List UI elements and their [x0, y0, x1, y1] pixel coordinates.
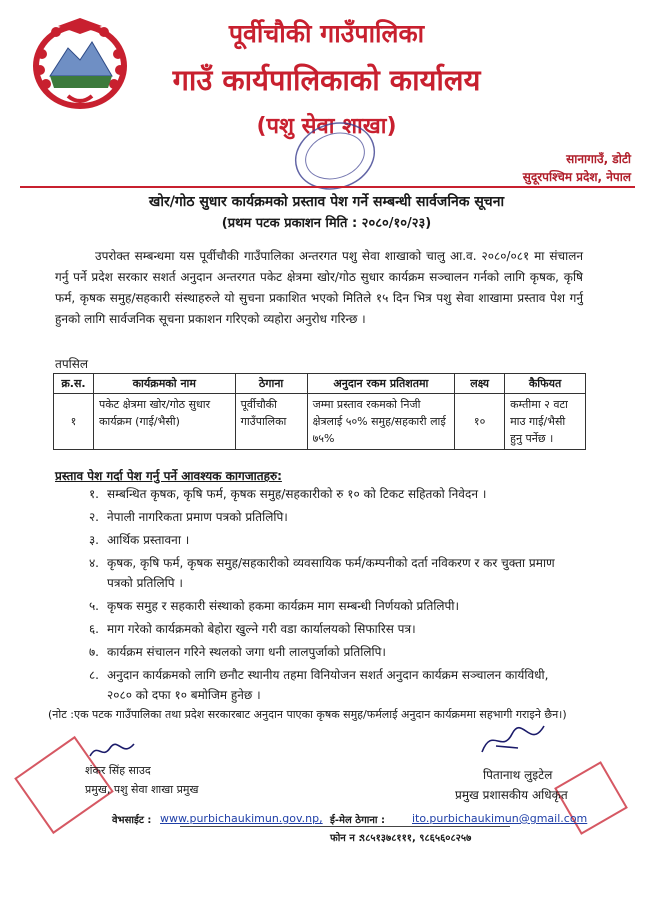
table-header: कैफियत	[505, 374, 586, 394]
list-item	[67, 619, 567, 639]
list-item	[67, 484, 567, 504]
table-header: लक्ष्य	[455, 374, 505, 394]
details-label: तपसिल	[55, 357, 89, 371]
list-item	[67, 553, 567, 593]
office-name: गाउँ कार्यपालिकाको कार्यालय	[172, 63, 481, 97]
list-item-text: कृषक, कृषि फर्म, कृषक समुह/सहकारीको व्यवसायिक फर्म/कम्पनीको दर्ता नविकरण र कर चुक्ता प्रमाण पत्रको प्रतिलिपि ।	[107, 556, 555, 590]
list-item-number: ८.	[88, 668, 99, 682]
list-item-text: आर्थिक प्रस्तावना ।	[107, 533, 190, 547]
table-cell: १	[54, 394, 94, 450]
list-item-number: ५.	[88, 599, 99, 613]
phone-number: ९८५१३७८१११, ९८६५६०८२५७	[360, 833, 472, 844]
phone-label: फोन न :	[330, 833, 363, 844]
footer-divider	[180, 826, 510, 827]
list-item-text: सम्बन्धित कृषक, कृषि फर्म, कृषक समुह/सहकारीको रु १० को टिकट सहितको निवेदन ।	[107, 487, 487, 501]
note-text: (नोट :एक पटक गाउँपालिका तथा प्रदेश सरकारबाट अनुदान पाएका कृषक समुह/फर्मलाई अनुदान कार्यक्रममा सहभागी गराइने छैन।)	[48, 708, 567, 721]
list-item-number: ४.	[88, 556, 99, 570]
table-cell: जम्मा प्रस्ताव रकमको निजी क्षेत्रलाई ५०% समुह/सहकारी लाई ७५%	[307, 394, 455, 450]
notice-body: उपरोक्त सम्बन्धमा यस पूर्वीचौकी गाउँपालिका अन्तरगत पशु सेवा शाखाको चालु आ.व. २०८०/०८१ मा संचालन गर्नु पर्ने प्रदेश सरकार सशर्त अनुदान अन्तरगत पकेट क्षेत्रमा खोर/गोठ सुधार कार्यक्रम सञ्चालन गर्नको लागि कृषक, कृषि फर्म, कृषक समुह/सहकारी संस्थाहरुले यो सुचना प्रकाशित भएको मितिले १५ दिन भित्र पशु सेवा शाखामा प्रस्ताव पेश गर्नु हुनको लागि सार्वजनिक सूचना प्रकाशन गरिएको व्यहोरा अनुरोध गरिन्छ ।	[55, 249, 583, 326]
address-line-2: सुदूरपश्चिम प्रदेश, नेपाल	[522, 170, 631, 184]
program-table	[53, 373, 586, 450]
list-item-text: कार्यक्रम संचालन गरिने स्थलको जगा धनी लालपुर्जाको प्रतिलिपि।	[107, 645, 386, 659]
list-item-number: २.	[88, 510, 99, 524]
table-header: कार्यक्रमको नाम	[93, 374, 235, 394]
list-item	[67, 507, 567, 527]
table-cell: पकेट क्षेत्रमा खोर/गोठ सुधार कार्यक्रम (गाई/भैसी)	[93, 394, 235, 450]
table-header-row	[54, 374, 586, 394]
signatory-right-name: पितानाथ लुइटेल	[483, 768, 553, 782]
org-name: पूर्वीचौकी गाउँपालिका	[228, 19, 425, 48]
list-item	[67, 642, 567, 662]
list-item	[67, 530, 567, 550]
list-item-text: अनुदान कार्यक्रमको लागि छनौट स्थानीय तहमा विनियोजन सशर्त अनुदान कार्यक्रम सञ्चालन कार्यविधी, २०८० को दफा १० बमोजिम हुनेछ ।	[107, 668, 549, 702]
list-item-number: १.	[88, 487, 99, 501]
branch-name: (पशु सेवा शाखा)	[256, 114, 397, 139]
list-item-number: ३.	[88, 533, 99, 547]
website-label: वेभसाईट :	[112, 815, 152, 826]
signatory-right-title: प्रमुख प्रशासकीय अधिकृत	[455, 788, 568, 802]
list-item	[67, 596, 567, 616]
list-item-number: ७.	[88, 645, 99, 659]
notice-title: खोर/गोठ सुधार कार्यक्रमको प्रस्ताव पेश गर्ने सम्बन्धी सार्वजनिक सूचना	[148, 194, 505, 210]
table-row	[54, 394, 586, 450]
list-item-text: माग गरेको कार्यक्रमको बेहोरा खुल्ने गरी वडा कार्यालयको सिफारिस पत्र।	[107, 622, 416, 636]
table-cell: १०	[455, 394, 505, 450]
signature-icon	[478, 720, 548, 764]
signatory-left-title: प्रमुख, पशु सेवा शाखा प्रमुख	[85, 783, 199, 796]
documents-list	[67, 484, 567, 708]
list-item-number: ६.	[88, 622, 99, 636]
notice-subtitle: (प्रथम पटक प्रकाशन मिति : २०८०/१०/२३)	[221, 216, 432, 231]
table-header: क्र.स.	[54, 374, 94, 394]
email-label: ई-मेल ठेगाना :	[330, 815, 385, 826]
signatory-left-name: शंकर सिंह साउद	[85, 764, 151, 777]
table-header: ठेगाना	[235, 374, 307, 394]
table-cell: कम्तीमा २ वटा माउ गाई/भैसी हुनु पर्नेछ ।	[505, 394, 586, 450]
website-link[interactable]: www.purbichaukimun.gov.np,	[160, 812, 323, 825]
list-item-text: नेपाली नागरिकता प्रमाण पत्रको प्रतिलिपि।	[107, 510, 288, 524]
table-header: अनुदान रकम प्रतिशतमा	[307, 374, 455, 394]
header-divider	[20, 186, 635, 188]
address-line-1: सानागाउँ, डोटी	[566, 152, 631, 166]
documents-heading: प्रस्ताव पेश गर्दा पेश गर्नु पर्ने आवश्यक कागजातहरु:	[55, 469, 282, 483]
email-link[interactable]: ito.purbichaukimun@gmail.com	[412, 812, 588, 825]
list-item-text: कृषक समुह र सहकारी संस्थाको हकमा कार्यक्रम माग सम्बन्धी निर्णयको प्रतिलिपी।	[107, 599, 460, 613]
table-cell: पूर्वीचौकी गाउँपालिका	[235, 394, 307, 450]
list-item	[67, 665, 567, 705]
